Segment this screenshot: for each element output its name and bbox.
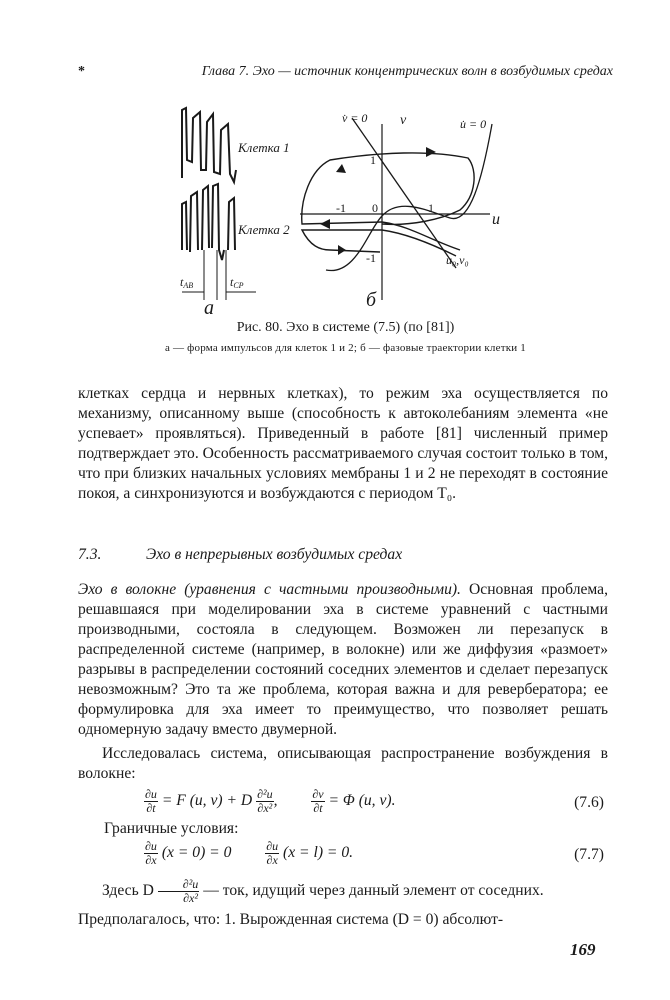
tick-u-neg1: -1 <box>336 201 346 215</box>
equation-7-7 <box>78 840 608 874</box>
header-mark: * <box>78 64 85 79</box>
paragraph-2 <box>78 580 608 740</box>
eq1-frac-d2u-dx2: $\frac{\text{∂²u}}{\text{∂x²}}$ <box>257 787 273 815</box>
trajectory-arrow-3 <box>338 245 346 255</box>
eq2-frac-du-dx-2: $\frac{\partial u}{\partial x}$ <box>266 839 279 867</box>
trajectory-arrow-2 <box>320 219 330 229</box>
panel-a-pulses <box>182 108 236 260</box>
u-dot-nullcline-label: u̇ = 0 <box>460 117 487 131</box>
trajectory-arrow-1 <box>426 147 436 157</box>
cell2-label: Клетка 2 <box>238 222 290 237</box>
panel-b-axes <box>300 124 490 300</box>
time-markers <box>182 250 256 300</box>
figure-caption-title: Рис. 80. Эхо в системе (7.5) (по [81]) <box>236 320 455 335</box>
u-nullcline <box>326 124 492 271</box>
eq1-rhs: = Φ (u, v). <box>328 792 396 810</box>
eq2-part1: (x = 0) = 0 <box>161 844 232 862</box>
tick-u-pos1: 1 <box>428 201 434 215</box>
equation-7-6: $\frac{\partial u}{\partial t}$ = F (u, v) + D $\frac{\text{∂²u}}{\text{∂x²}}$ , $\frac{\partial v}{\partial t}$ = Φ (u, v). (7.6) <box>145 787 604 815</box>
figure-caption-description: а — форма импульсов для клеток 1 и 2; б — фазовые траектории клетки 1 <box>164 342 526 354</box>
boundary-conditions-label: Граничные условия: <box>104 820 239 837</box>
eq1-middle: = F (u, v) + D <box>161 792 253 810</box>
header-title: Глава 7. Эхо — источник концентрических волн в возбудимых средах <box>201 64 613 79</box>
cell1-pulse-trace <box>182 108 236 182</box>
eq1-frac-dv-dt: $\frac{\partial v}{\partial t}$ <box>312 787 324 815</box>
equation-number-7-6: (7.6) <box>574 794 604 811</box>
page-number: 169 <box>570 940 596 959</box>
eq1-frac-du-dt: $\frac{\partial u}{\partial t}$ <box>145 787 157 815</box>
v-dot-nullcline-label: v̇ = 0 <box>342 111 368 125</box>
equation-number-7-7: (7.7) <box>574 846 604 863</box>
paragraph-4: Здесь D $\frac{\text{∂²u}}{\text{∂x²}}$ — ток, идущий через данный элемент от соседних. <box>102 877 544 905</box>
paragraph-2-lead: Эхо в волокне (уравнения с частными производными). <box>78 581 461 598</box>
v-axis-label: v <box>400 113 407 128</box>
cell1-label: Клетка 1 <box>238 140 290 155</box>
v-nullcline <box>352 118 456 268</box>
figure-80 <box>160 100 520 320</box>
paragraph-1: клетках сердца и нервных клетках), то режим эха осуществляется по механизму, описанному выше (способность к автоколебаниям элемента «не успевает» проявляться). Приведенный в работе [81] численный пример подтверждает это. Особенность рассматриваемого случая состоит только в том, что при близких начальных условиях мембраны 1 и 2 не переходят в состояние покоя, а синхронизуются и возбуждаются с периодом T₀. <box>78 385 608 502</box>
trajectory-outer <box>302 153 474 250</box>
tick-v-neg1: -1 <box>366 251 376 265</box>
start-point-label: u₀,v₀ <box>446 253 469 267</box>
section-title: Эхо в непрерывных возбудимых средах <box>146 546 403 563</box>
section-number: 7.3. <box>78 546 102 563</box>
panel-a-label: а <box>204 297 214 319</box>
paragraph-2-text: Основная проблема, решавшаяся при моделировании эха в системе уравнений с частными производными, состояла в следующем. Возможен ли перезапуск в распределенной системе (например, в волокне) или же диффузия «размоет» разрывы в распределении состояний соседних элементов и сделает перезапуск невозможным? Это та же проблема, которая важна и для ревербератора; ее формулировка для эха имеет то преимущество, что позволяет решать одномерную задачу вместо двумерной. <box>78 581 608 738</box>
tick-v-pos1: 1 <box>370 153 376 167</box>
t-ab-label: tАВ <box>180 275 194 290</box>
eq2-part2: (x = l) = 0. <box>283 844 354 862</box>
p4-frac-d2u-dx2: $\frac{\text{∂²u}}{\text{∂x²}}$ <box>158 878 200 905</box>
cell2-pulse-trace <box>182 184 235 260</box>
paragraph-3: Исследовалась система, описывающая распространение возбуждения в волокне: <box>78 745 608 782</box>
eq2-frac-du-dx-1: $\frac{\partial u}{\partial x}$ <box>145 839 157 867</box>
u-axis-label: u <box>492 211 500 228</box>
t-cp-label: tСР <box>230 275 244 290</box>
panel-b-label: б <box>366 289 377 311</box>
paragraph-5: Предполагалось, что: 1. Вырожденная система (D = 0) абсолют- <box>78 911 504 928</box>
origin-label: 0 <box>372 201 378 215</box>
trajectory-arrow-4 <box>336 164 346 173</box>
